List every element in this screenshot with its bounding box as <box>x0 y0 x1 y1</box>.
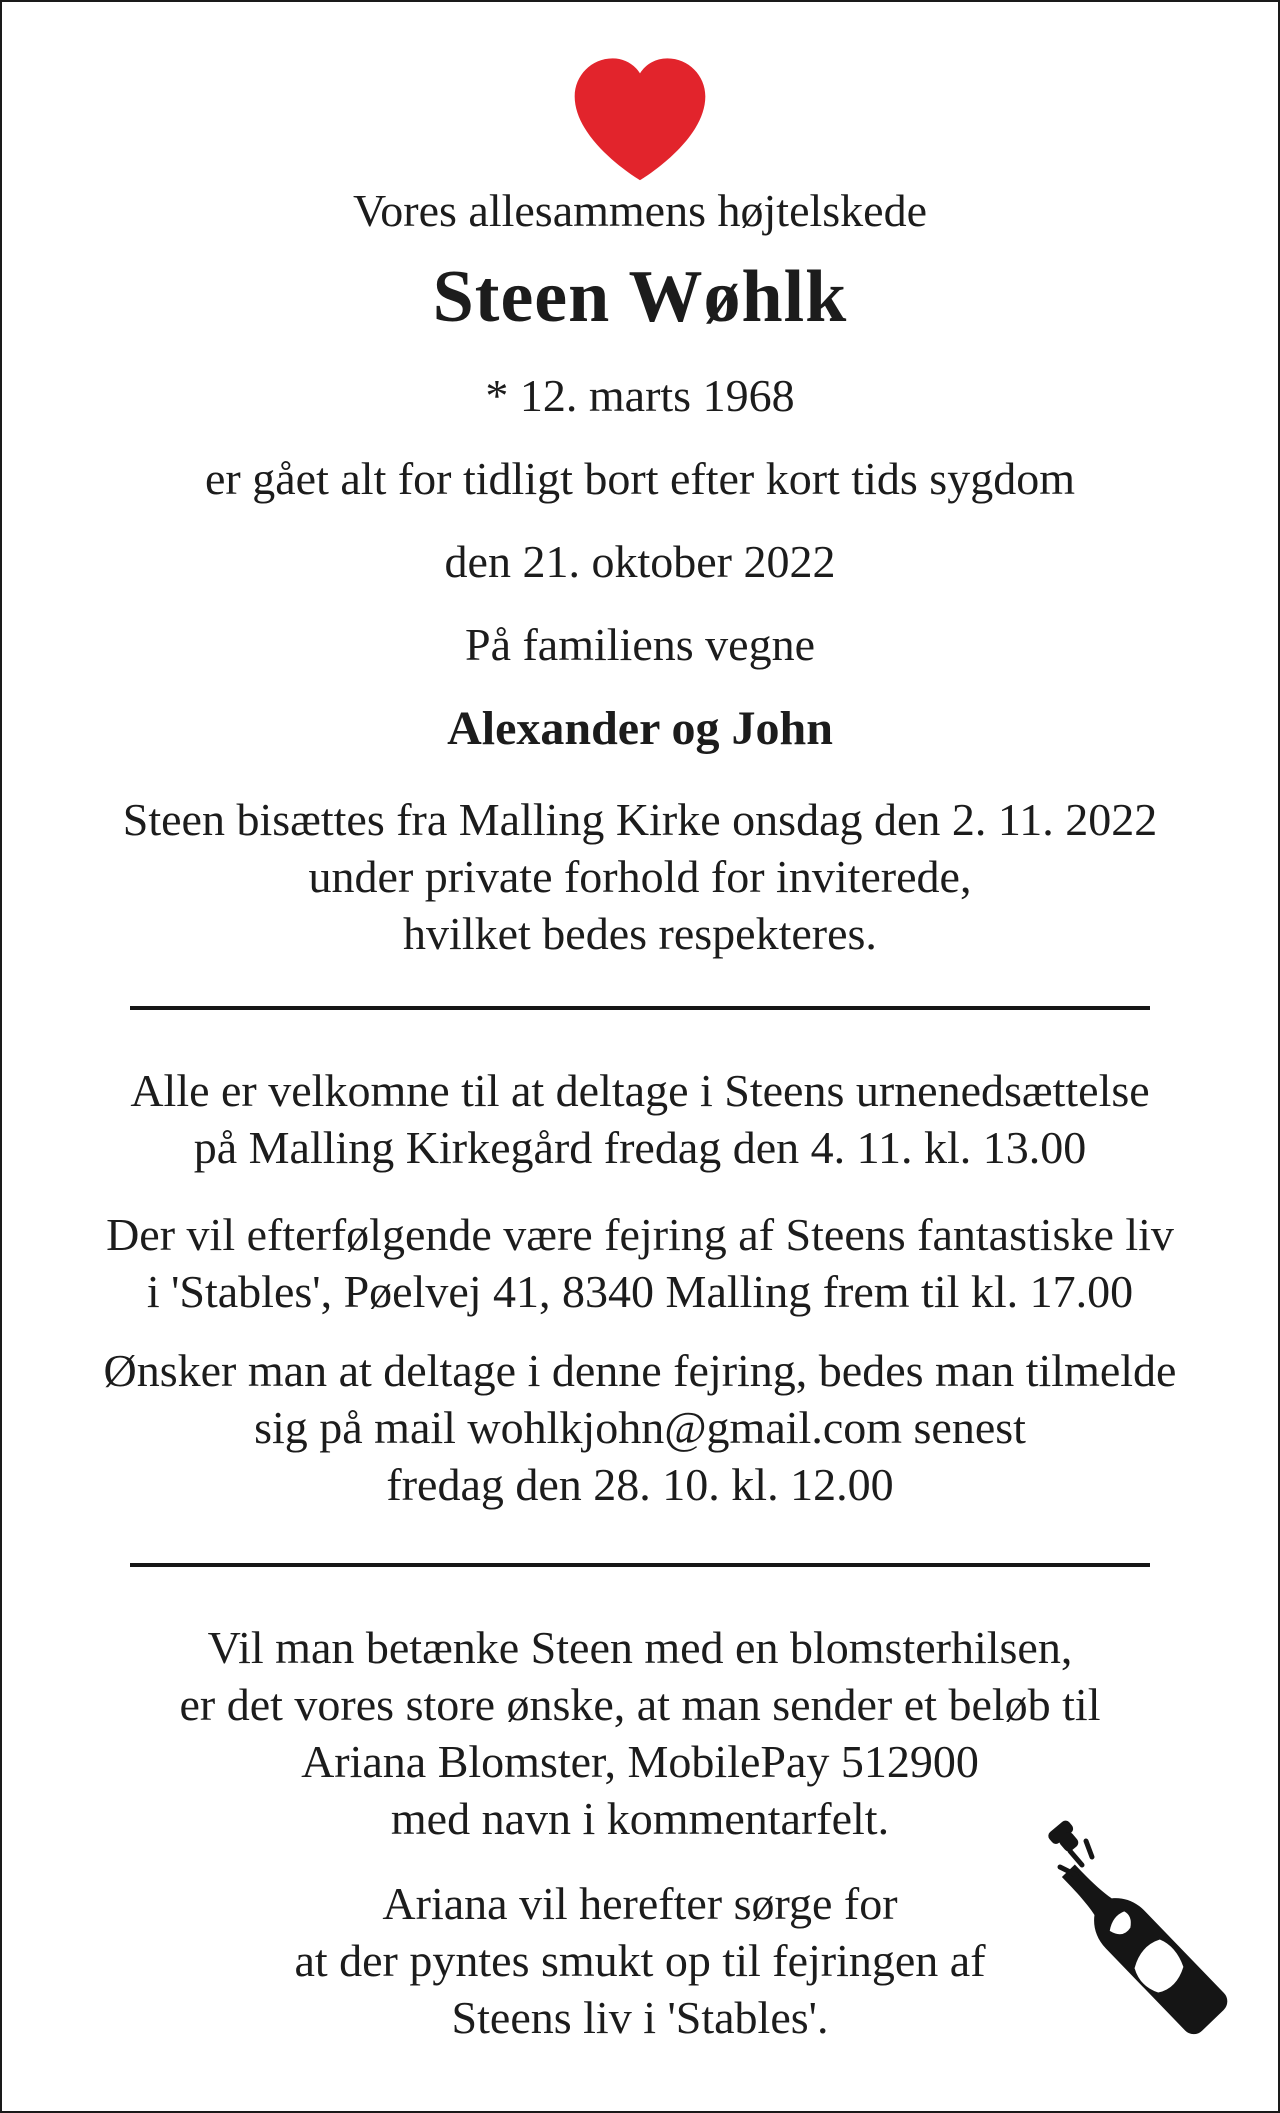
rsvp-notice <box>2 1342 1278 1513</box>
funeral-notice-line: Steen bisættes fra Malling Kirke onsdag den 2. 11. 2022 <box>122 794 1158 845</box>
passing-date-line: den 21. oktober 2022 <box>444 536 836 587</box>
funeral-notice-line: hvilket bedes respekteres. <box>403 908 877 959</box>
tribute-line: Vores allesammens højtelskede <box>352 185 927 236</box>
flowers-request-line: Ariana Blomster, MobilePay 512900 <box>301 1736 979 1787</box>
celebration-notice <box>2 1206 1278 1320</box>
heart-shape <box>575 58 706 180</box>
birth-date-line: * 12. marts 1968 <box>485 370 795 421</box>
deceased-name: Steen Wøhlk <box>432 256 848 338</box>
flowers-request-line: Vil man betænke Steen med en blomsterhilsen, <box>207 1622 1073 1673</box>
cork-shape <box>1046 1819 1084 1857</box>
celebration-line: i 'Stables', Pøelvej 41, 8340 Malling frem til kl. 17.00 <box>146 1266 1134 1317</box>
funeral-notice-line: under private forhold for inviterede, <box>308 851 972 902</box>
decoration-note-line: at der pyntes smukt op til fejringen af <box>294 1935 986 1986</box>
on-behalf-line: På familiens vegne <box>464 619 815 670</box>
rsvp-line: sig på mail wohlkjohn@gmail.com senest <box>254 1402 1026 1453</box>
section-divider <box>130 1563 1150 1567</box>
urn-ceremony-notice <box>2 1062 1278 1176</box>
champagne-bottle-shape <box>1046 1819 1232 2040</box>
rsvp-line: Ønsker man at deltage i denne fejring, bedes man tilmelde <box>103 1345 1177 1396</box>
flowers-request-line: er det vores store ønske, at man sender et beløb til <box>179 1679 1101 1730</box>
flowers-request-line: med navn i kommentarfelt. <box>390 1793 890 1844</box>
funeral-notice <box>2 791 1278 962</box>
decoration-note-line: Steens liv i 'Stables'. <box>451 1992 829 2043</box>
decoration-note-line: Ariana vil herefter sørge for <box>382 1878 898 1929</box>
heart-icon <box>2 54 1278 182</box>
section-divider <box>130 1006 1150 1010</box>
passing-cause-line: er gået alt for tidligt bort efter kort tids sygdom <box>205 453 1075 504</box>
celebration-line: Der vil efterfølgende være fejring af Steens fantastiske liv <box>106 1209 1174 1260</box>
urn-ceremony-line: Alle er velkomne til at deltage i Steens urnenedsættelse <box>130 1065 1150 1116</box>
family-signatories: Alexander og John <box>447 702 833 755</box>
champagne-bottle-icon <box>1042 1797 1254 2069</box>
rsvp-line: fredag den 28. 10. kl. 12.00 <box>386 1459 894 1510</box>
urn-ceremony-line: på Malling Kirkegård fredag den 4. 11. kl. 13.00 <box>193 1122 1087 1173</box>
